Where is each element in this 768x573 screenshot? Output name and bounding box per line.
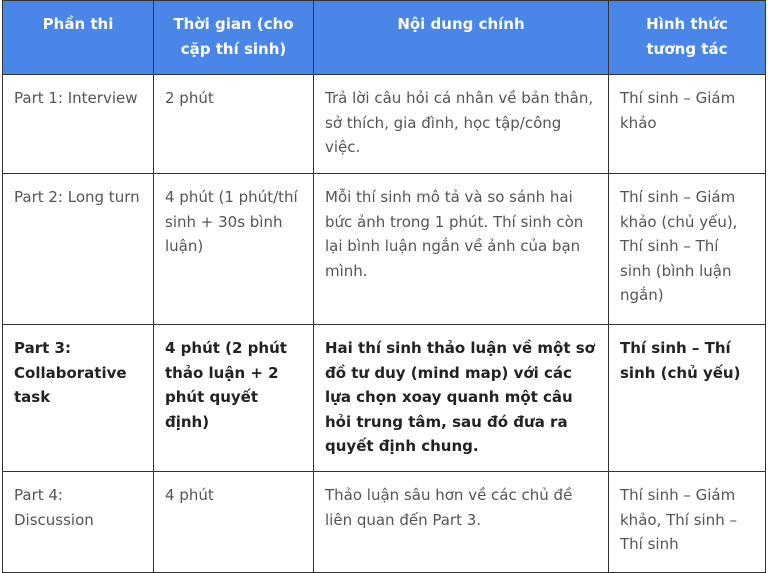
header-row: [3, 1, 766, 75]
cell-content: Mỗi thí sinh mô tả và so sánh hai bức ảnh trong 1 phút. Thí sinh còn lại bình luận ngắn về ảnh của bạn mình.: [314, 174, 609, 325]
cell-content: Thảo luận sâu hơn về các chủ đề liên quan đến Part 3.: [314, 472, 609, 573]
cell-interaction: Thí sinh – Thí sinh (chủ yếu): [609, 325, 766, 472]
cell-content: Trả lời câu hỏi cá nhân về bản thân, sở thích, gia đình, học tập/công việc.: [314, 75, 609, 174]
header-content: Nội dung chính: [314, 1, 609, 75]
table-row: [3, 174, 766, 325]
cell-interaction: Thí sinh – Giám khảo (chủ yếu), Thí sinh – Thí sinh (bình luận ngắn): [609, 174, 766, 325]
cell-time: 4 phút (1 phút/thí sinh + 30s bình luận): [154, 174, 314, 325]
speaking-test-table: [2, 0, 766, 573]
cell-part: Part 1: Interview: [3, 75, 154, 174]
cell-time: 2 phút: [154, 75, 314, 174]
table-row: [3, 472, 766, 573]
table-row: [3, 75, 766, 174]
cell-time: 4 phút (2 phút thảo luận + 2 phút quyết định): [154, 325, 314, 472]
cell-part: Part 2: Long turn: [3, 174, 154, 325]
header-part: Phần thi: [3, 1, 154, 75]
cell-time: 4 phút: [154, 472, 314, 573]
cell-interaction: Thí sinh – Giám khảo, Thí sinh – Thí sinh: [609, 472, 766, 573]
header-time: Thời gian (cho cặp thí sinh): [154, 1, 314, 75]
cell-interaction: Thí sinh – Giám khảo: [609, 75, 766, 174]
cell-part: Part 3: Collaborative task: [3, 325, 154, 472]
header-interaction: Hình thức tương tác: [609, 1, 766, 75]
table-row-highlighted: [3, 325, 766, 472]
cell-content: Hai thí sinh thảo luận về một sơ đồ tư duy (mind map) với các lựa chọn xoay quanh một câu hỏi trung tâm, sau đó đưa ra quyết định chung.: [314, 325, 609, 472]
cell-part: Part 4: Discussion: [3, 472, 154, 573]
